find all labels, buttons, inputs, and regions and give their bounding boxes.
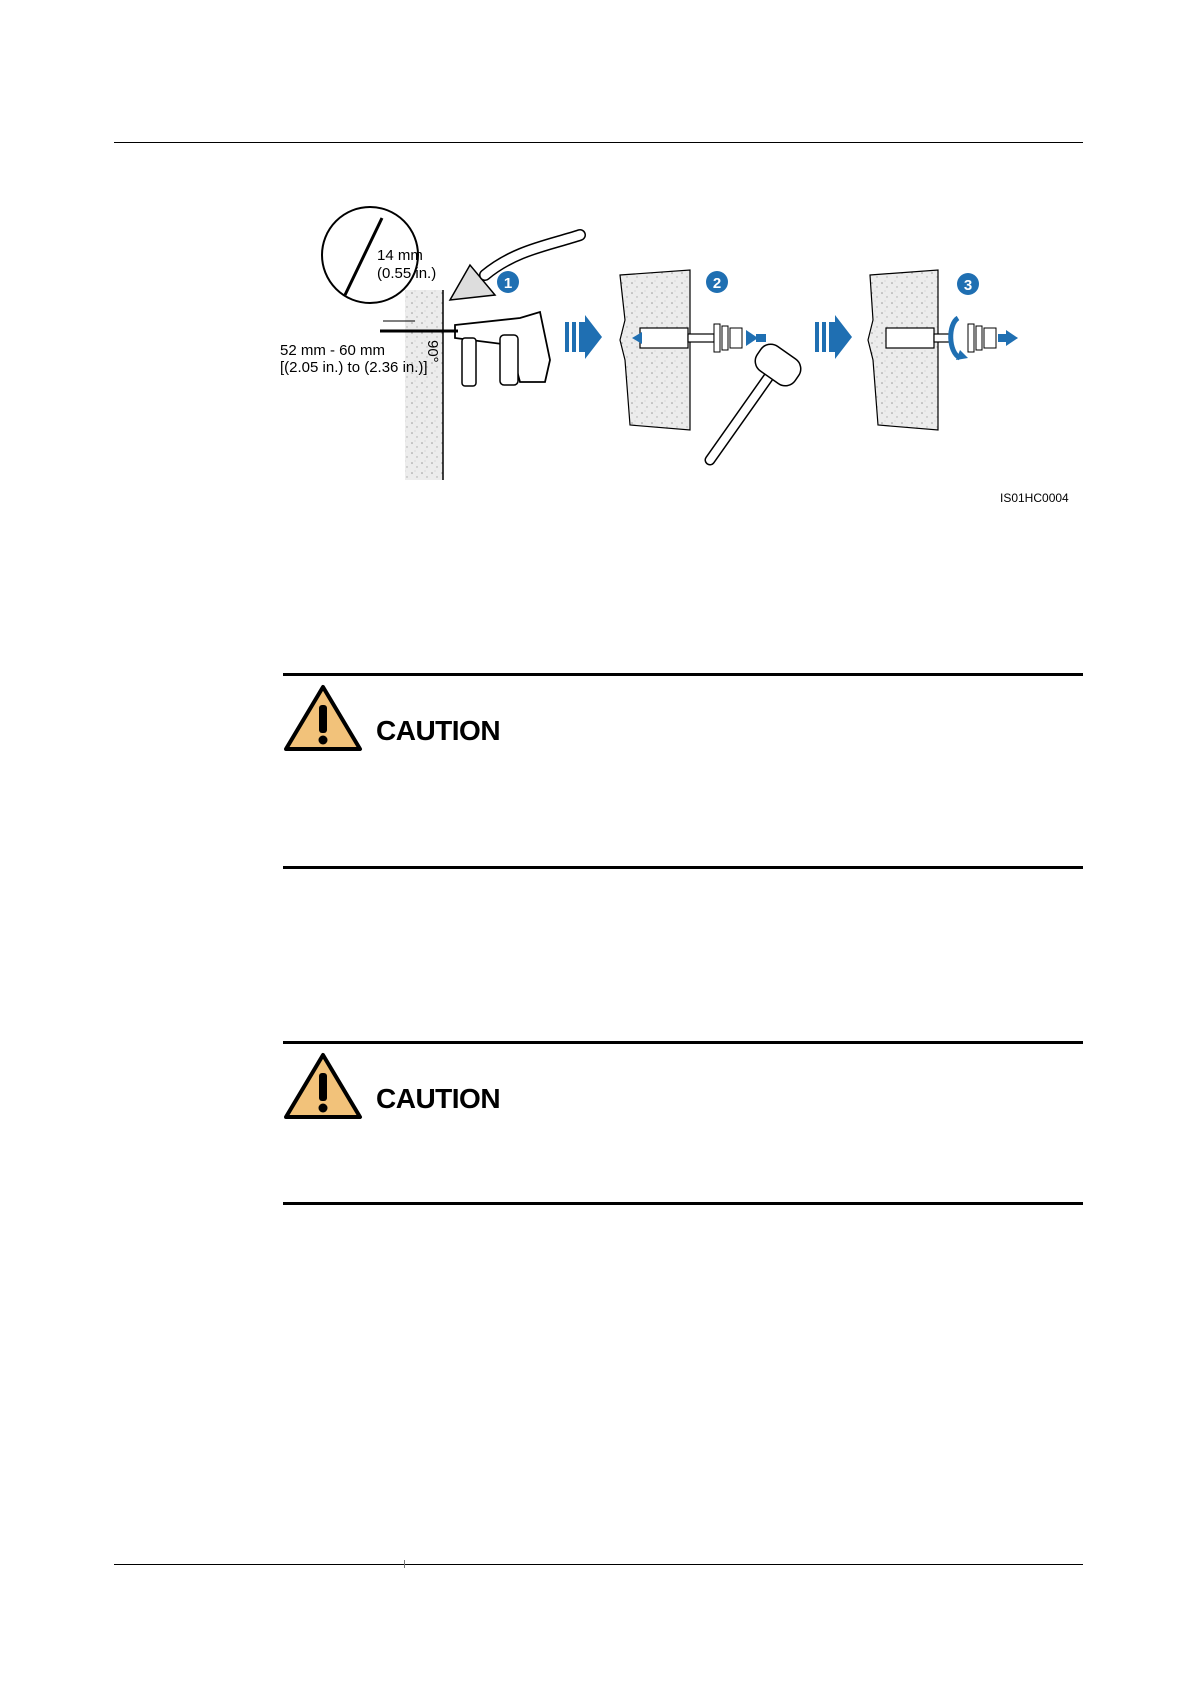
header-rule [114,142,1083,143]
warning-triangle-icon [283,1051,363,1121]
flow-arrow-1 [565,315,602,359]
hammer-icon [710,340,805,460]
step-3-number: 3 [963,277,973,294]
drill-bit-size: 14 mm [377,247,423,264]
installation-figure [280,200,1080,520]
caution-notice [283,673,1083,873]
expansion-bolt-icon [640,324,742,352]
step-2-number: 2 [712,275,722,292]
figure-code: IS01HC0004 [1000,491,1069,505]
drill-depth-in: [(2.05 in.) to (2.36 in.)] [280,359,428,376]
caution-label: CAUTION [376,1083,501,1114]
drill-angle: 90° [424,340,441,363]
flow-arrow-2 [815,315,852,359]
warning-triangle-icon [283,683,363,753]
footer-rule [114,1564,1083,1565]
wall-section [620,270,690,430]
caution-notice [283,1041,1083,1211]
panel-remove-nut [868,270,1018,430]
drill-bit-size-in: (0.55 in.) [377,265,437,282]
wall-section [405,290,443,480]
caution-label: CAUTION [376,715,501,746]
panel-drilling [280,207,580,480]
wall-section [868,270,938,430]
rotate-arrow-icon [951,318,960,358]
step-1-number: 1 [503,275,513,292]
panel-insert-anchor [620,270,805,460]
footer-divider [404,1560,405,1568]
drill-depth-mm: 52 mm - 60 mm [280,342,386,359]
expansion-bolt-icon [886,324,996,352]
